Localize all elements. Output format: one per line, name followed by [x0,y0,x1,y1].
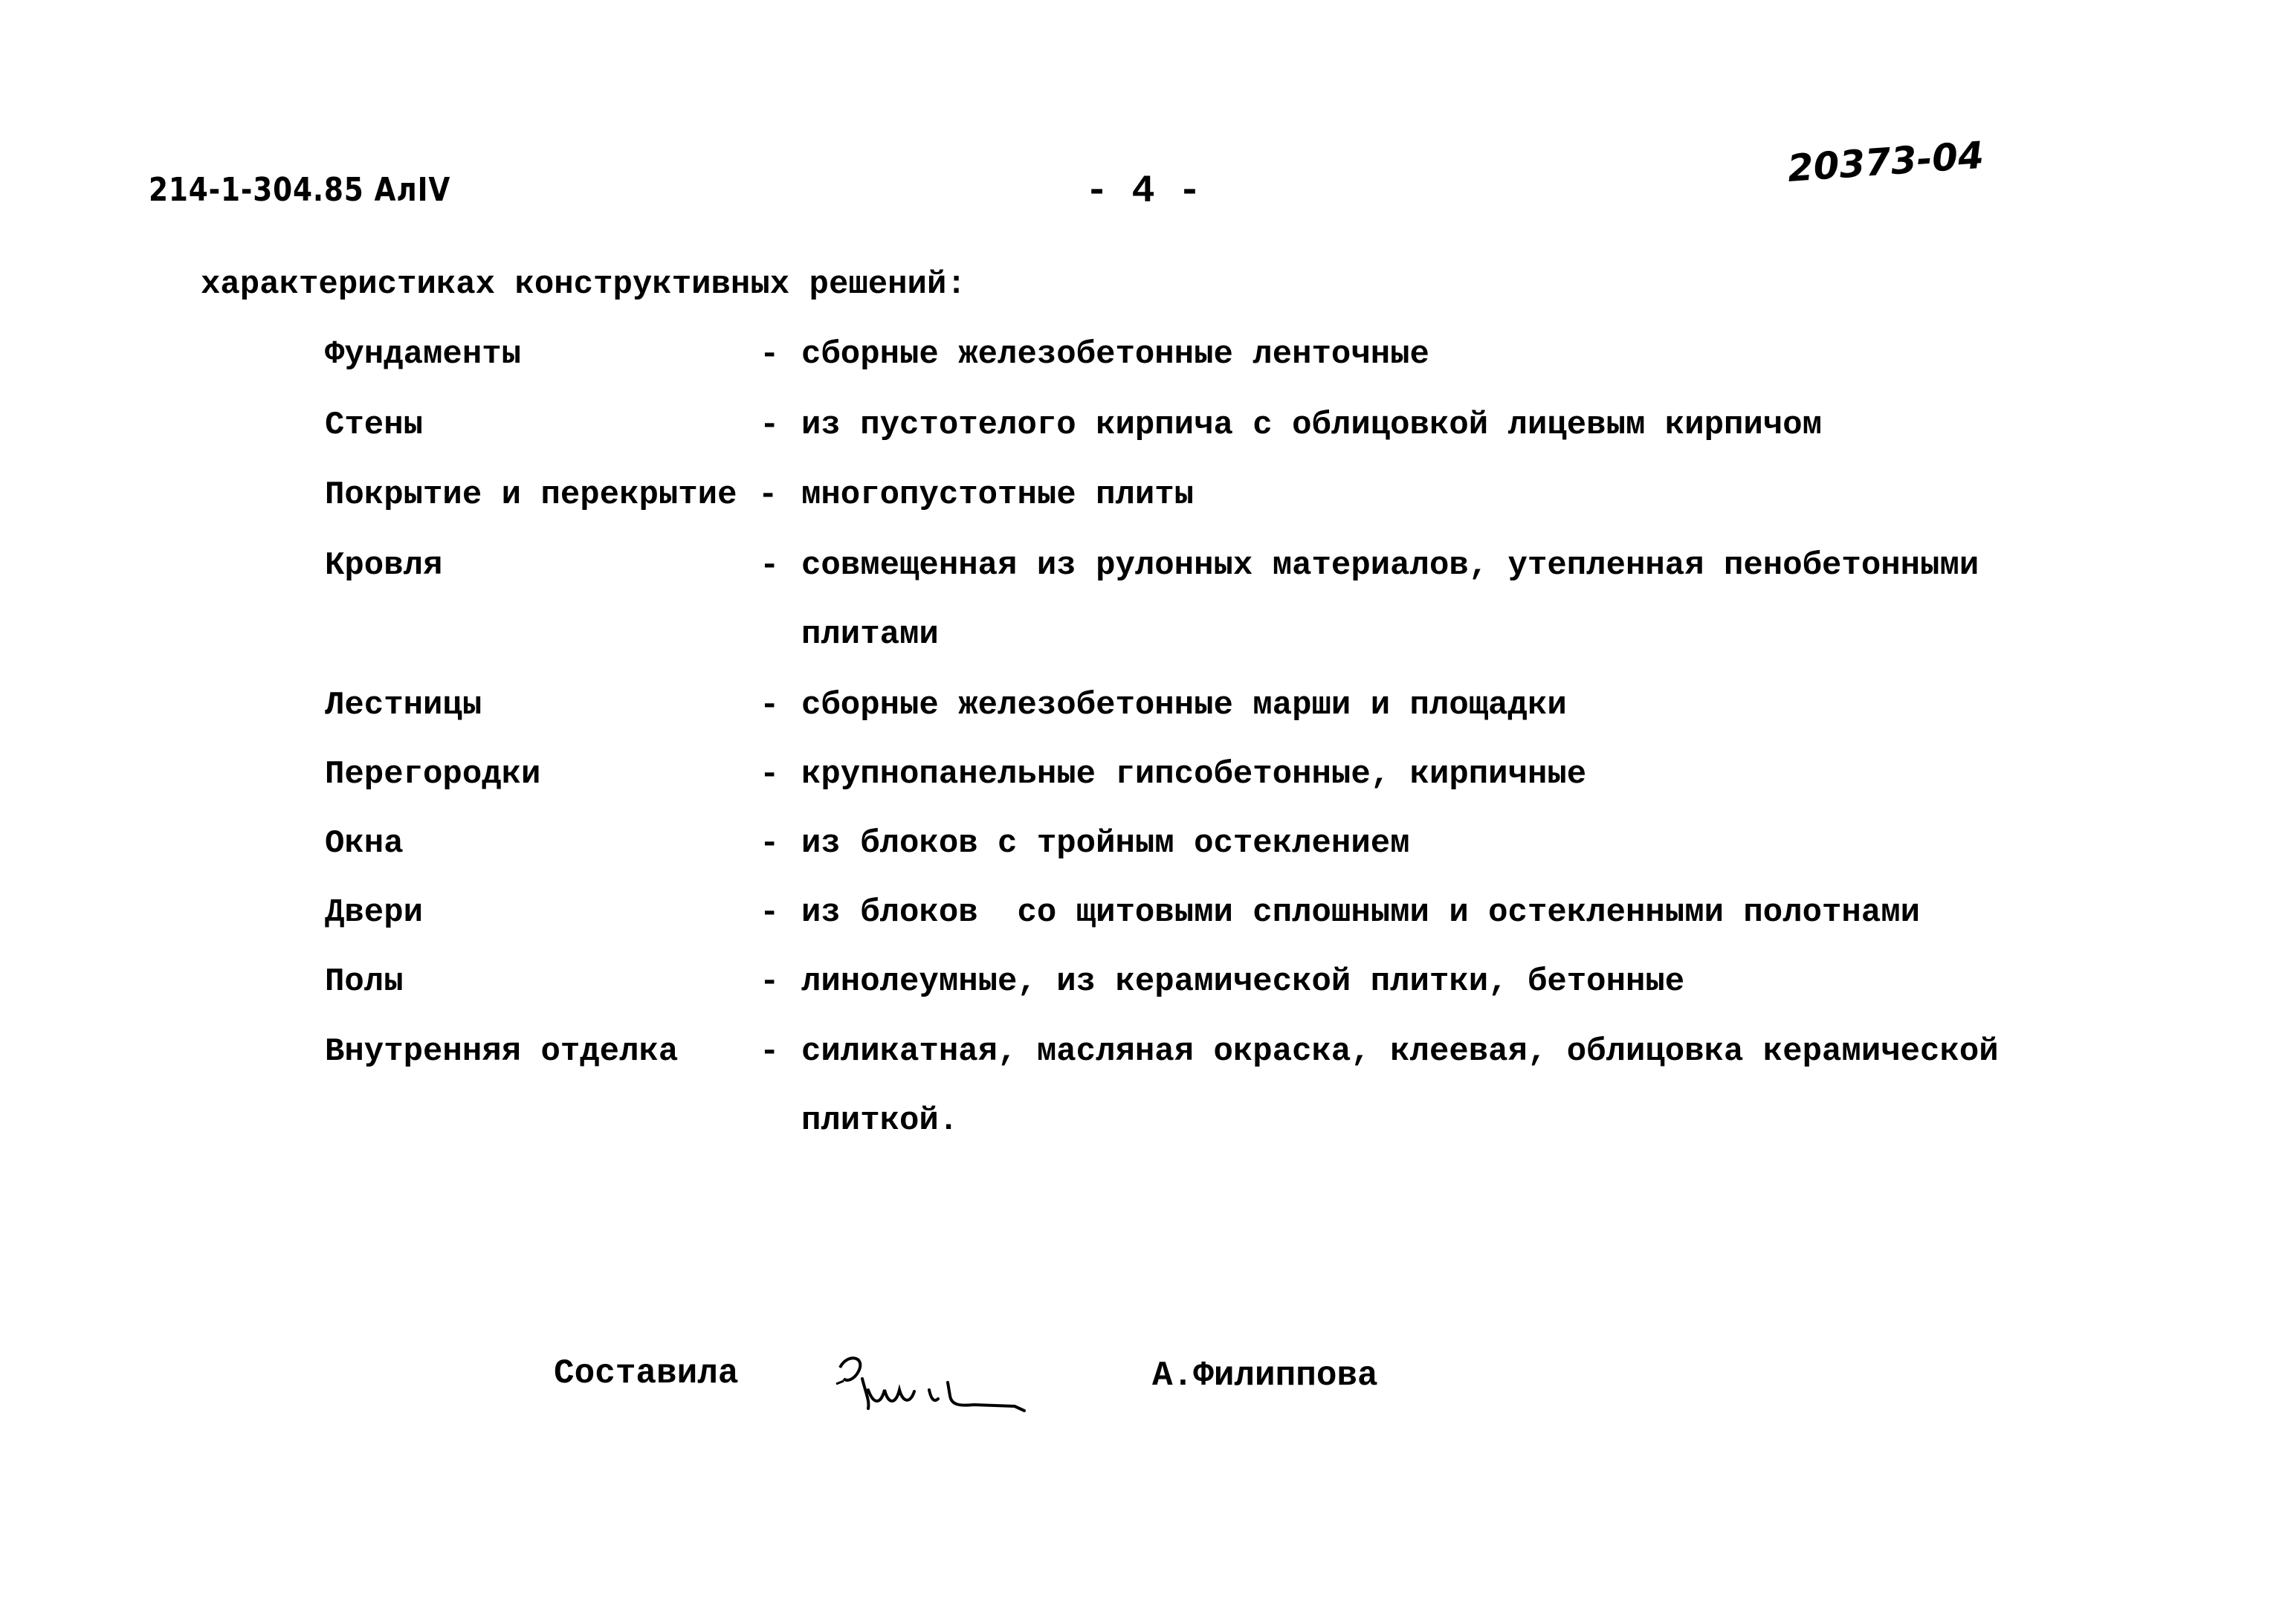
spec-label: Внутренняя отделка [325,1033,679,1070]
spec-dash: - [760,894,780,931]
intro-line: характеристиках конструктивных решений: [201,266,966,303]
spec-row-windows [0,825,2282,892]
spec-row-stairs [0,687,2282,754]
spec-dash: - [760,756,780,793]
spec-dash: - [760,963,780,1000]
spec-label: Полы [325,963,404,1000]
spec-dash: - [760,336,780,373]
spec-value: линолеумные, из керамической плитки, бетонные [801,963,1685,1000]
spec-row-doors [0,894,2282,961]
spec-label: Двери [325,894,424,931]
compiler-name: А.Филиппова [1152,1356,1378,1395]
spec-value: из блоков с тройным остеклением [801,825,1410,862]
spec-value: многопустотные плиты [801,476,1195,514]
spec-row-partitions [0,756,2282,823]
spec-row-floors [0,963,2282,1030]
spec-label: Стены [325,407,424,444]
spec-row-foundations [0,336,2282,403]
spec-label: Окна [325,825,404,862]
spec-dash: - [760,547,780,584]
page-number: - 4 - [1085,169,1202,213]
spec-value: из пустотелого кирпича с облицовкой лицевым кирпичом [801,407,1823,444]
spec-value: крупнопанельные гипсобетонные, кирпичные [801,756,1587,793]
spec-label: Лестницы [325,687,482,724]
compiled-by-label: Составила [554,1354,739,1393]
spec-value-continued: плитами [801,616,939,653]
spec-label: Кровля [325,547,443,584]
spec-value-continued: плиткой. [801,1102,959,1139]
spec-dash: - [760,687,780,724]
spec-label: Покрытие и перекрытие [325,476,737,514]
spec-value: сборные железобетонные марши и площадки [801,687,1567,724]
spec-row-walls [0,407,2282,473]
spec-row-interior-finish [0,1033,2282,1139]
spec-value: сборные железобетонные ленточные [801,336,1429,373]
document-code: 214-1-304.85 АлIV [149,171,451,209]
archive-number: 20373-04 [1785,133,1985,190]
spec-dash: - [758,476,778,514]
signature-icon [825,1338,1063,1420]
spec-row-roofing-floors [0,476,2282,543]
spec-value: из блоков со щитовыми сплошными и остекленными полотнами [801,894,1921,931]
spec-value: совмещенная из рулонных материалов, утепленная пенобетонными [801,547,1979,584]
spec-dash: - [760,407,780,444]
spec-row-roof [0,547,2282,653]
spec-dash: - [760,1033,780,1070]
spec-dash: - [760,825,780,862]
spec-label: Фундаменты [325,336,522,373]
spec-value: силикатная, масляная окраска, клеевая, облицовка керамической [801,1033,1999,1070]
spec-label: Перегородки [325,756,541,793]
